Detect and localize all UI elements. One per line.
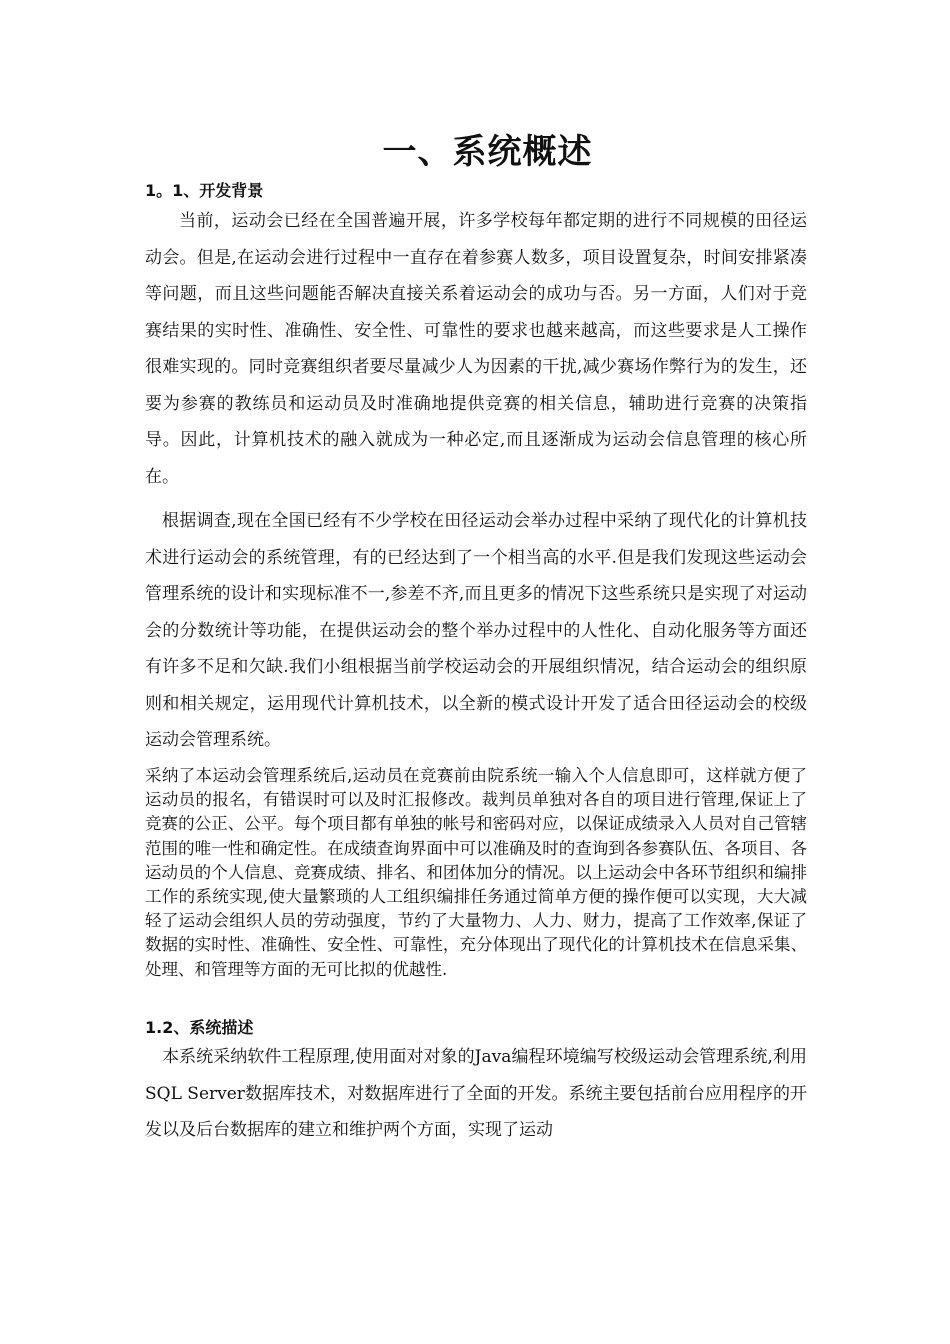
paragraph-background-3: 采纳了本运动会管理系统后,运动员在竞赛前由院系统一输入个人信息即可，这样就方便了运动员的报名，有错误时可以及时汇报修改。裁判员单独对各自的项目进行管理,保证上了竞赛的公正、公平。每个项目都有单独的帐号和密码对应，以保证成绩录入人员对自己管辖范围的唯一性和确定性。在成绩查询界面中可以准确及时的查询到各参赛队伍、各项目、各运动员的个人信息、竞赛成绩、排名、和团体加分的情况。以上运动会中各环节组织和编排工作的系统实现,使大量繁琐的人工组织编排任务通过简单方便的操作便可以实现，大大减轻了运动会组织人员的劳动强度，节约了大量物力、人力、财力，提高了工作效率,保证了数据的实时性、准确性、安全性、可靠性，充分体现出了现代化的计算机技术在信息采集、处理、和管理等方面的无可比拟的优越性. [145,766,807,979]
document-title: 一、系统概述 [382,132,593,172]
paragraph-description-1: 本系统采纳软件工程原理,使用面对对象的Java编程环境编写校级运动会管理系统,利用SQL Server数据库技术，对数据库进行了全面的开发。系统主要包括前台应用程序的开发以及后台数据库的建立和维护两个方面，实现了运动 [145,1047,807,1140]
paragraph-background-2: 根据调查,现在全国已经有不少学校在田径运动会举办过程中采纳了现代化的计算机技术进行运动会的系统管理，有的已经达到了一个相当高的水平.但是我们发现这些运动会管理系统的设计和实现标准不一,参差不齐,而且更多的情况下这些系统只是实现了对运动会的分数统计等功能，在提供运动会的整个举办过程中的人性化、自动化服务等方面还有许多不足和欠缺.我们小组根据当前学校运动会的开展组织情况，结合运动会的组织原则和相关规定，运用现代计算机技术，以全新的模式设计开发了适合田径运动会的校级运动会管理系统。 [145,511,807,750]
paragraph-background-1: 当前，运动会已经在全国普遍开展，许多学校每年都定期的进行不同规模的田径运动会。但是,在运动会进行过程中一直存在着参赛人数多，项目设置复杂，时间安排紧凑等问题，而且这些问题能否解决直接关系着运动会的成功与否。另一方面，人们对于竞赛结果的实时性、准确性、安全性、可靠性的要求也越来越高，而这些要求是人工操作很难实现的。同时竞赛组织者要尽量减少人为因素的干扰,减少赛场作弊行为的发生，还要为参赛的教练员和运动员及时准确地提供竞赛的相关信息，辅助进行竞赛的决策指导。因此，计算机技术的融入就成为一种必定,而且逐渐成为运动会信息管理的核心所在。 [145,211,807,487]
section-heading-description: 1.2、系统描述 [145,1018,254,1037]
section-heading-background: 1。1、开发背景 [145,181,264,200]
